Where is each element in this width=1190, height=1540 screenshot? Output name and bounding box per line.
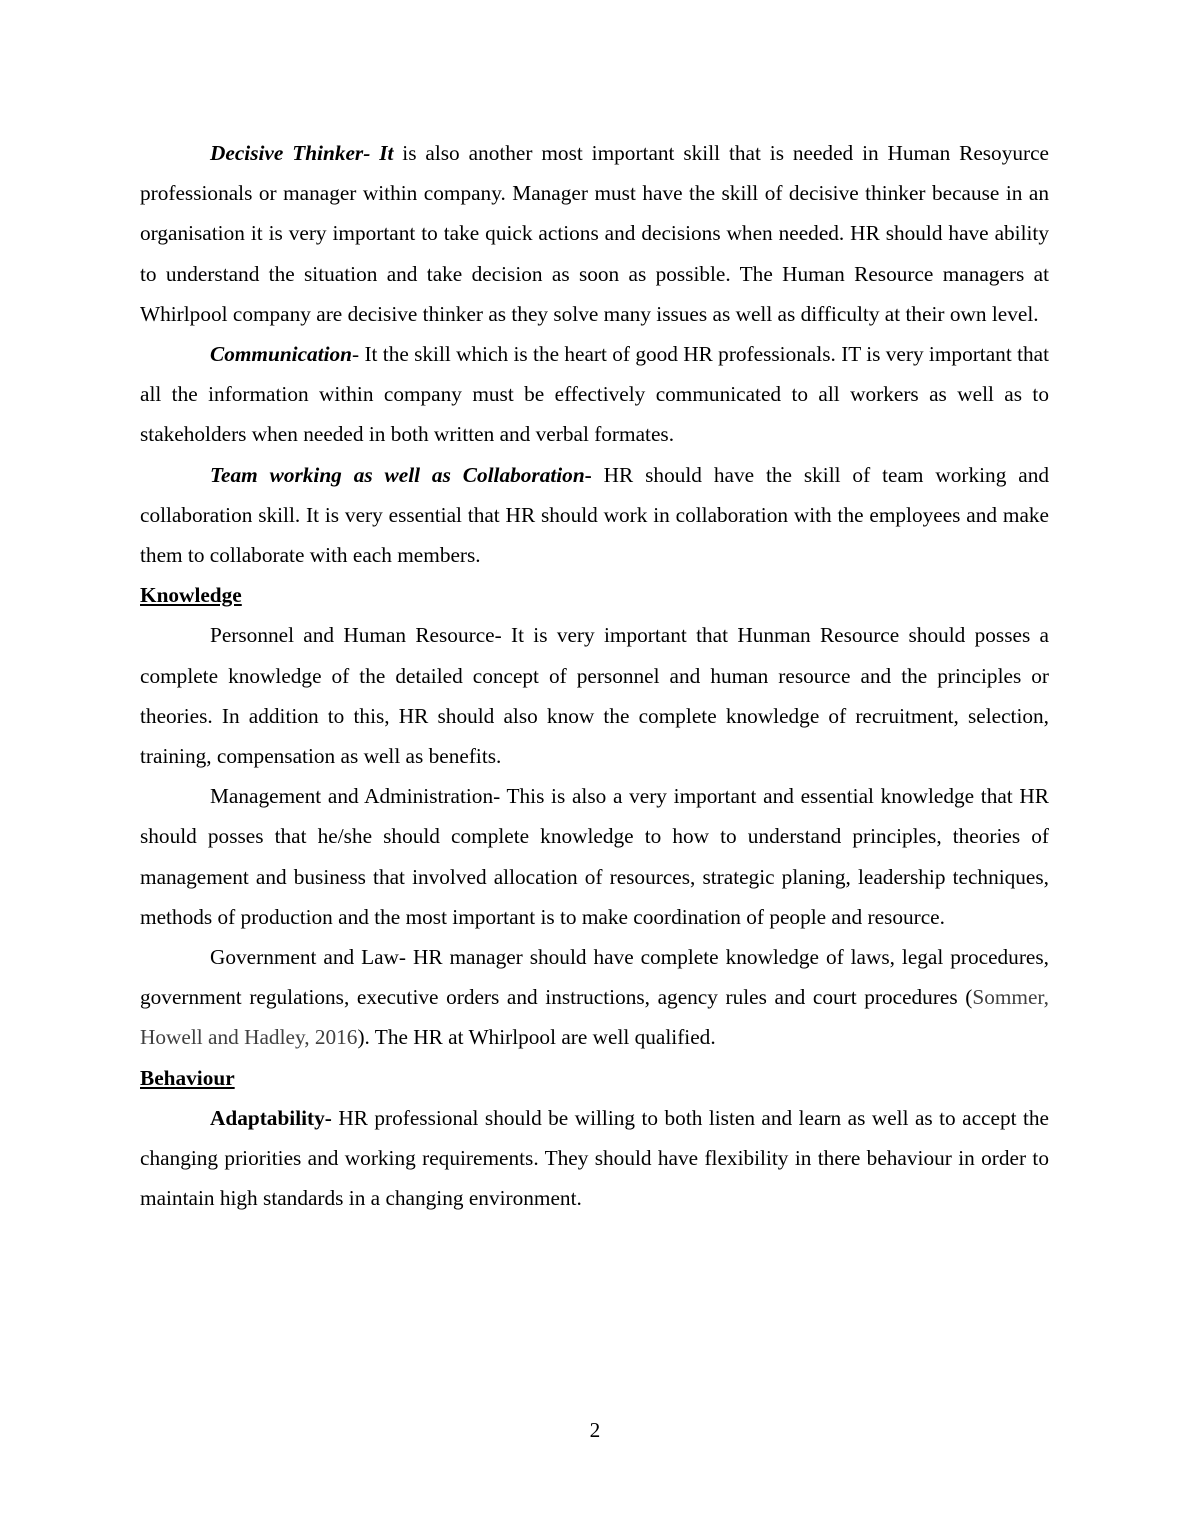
paragraph-management-administration: Management and Administration- This is also a very important and essential knowledge that HR should posses that he/she should complete knowledge to how to understand principles, theories of management and business that involved allocation of resources, strategic planing, leadership techniques, methods of production and the most important is to make coordination of people and resource. <box>140 784 1049 929</box>
paragraph-adaptability <box>140 1098 1049 1219</box>
heading-behaviour: Behaviour <box>140 1065 235 1090</box>
paragraph-personnel-human-resource: Personnel and Human Resource- It is very important that Hunman Resource should posses a complete knowledge of the detailed concept of personnel and human resource and the principles or theories. In addition to this, HR should also know the complete knowledge of recruitment, selection, training, compensation as well as benefits. <box>140 623 1049 769</box>
document-body <box>140 133 1049 1218</box>
citation: Sommer, Howell and Hadley, 2016 <box>140 985 1049 1050</box>
text-team-working: HR should have the skill of team working and collaboration skill. It is very essential that HR should work in collaboration with the employees and make them to collaborate with each members. <box>140 462 1049 568</box>
term-adaptability: Adaptability- <box>210 1105 332 1130</box>
text-government-law-end: ). The HR at Whirlpool are well qualified. <box>357 1025 716 1050</box>
paragraph-communication <box>140 334 1049 455</box>
term-team-working-dash: - <box>584 462 592 487</box>
term-communication: Communication <box>210 342 353 367</box>
text-communication: - It the skill which is the heart of good HR professionals. IT is very important that all the information within company must be effectively communicated to all workers as well as to stakeholders when needed in both written and verbal formates. <box>140 342 1049 447</box>
term-team-working: Team working as well as Collaboration <box>210 462 585 487</box>
heading-knowledge: Knowledge <box>140 583 242 608</box>
paragraph-decisive-thinker <box>140 133 1049 334</box>
text-decisive-thinker: is also another most important skill that is needed in Human Resoyurce professionals or manager within company. Manager must have the skill of decisive thinker because in an organisation it is very important to take quick actions and decisions when needed. HR should have ability to understand the situation and take decision as soon as possible. The Human Resource managers at Whirlpool company are decisive thinker as they solve many issues as well as difficulty at their own level. <box>140 141 1050 326</box>
page-number: 2 <box>589 1418 601 1442</box>
paragraph-team-working <box>140 455 1049 576</box>
text-government-law: Government and Law- HR manager should have complete knowledge of laws, legal procedures, government regulations, executive orders and instructions, agency rules and court procedures ( <box>140 945 1049 1010</box>
paragraph-government-law <box>140 937 1049 1058</box>
text-adaptability: HR professional should be willing to both listen and learn as well as to accept the changing priorities and working requirements. They should have flexibility in there behaviour in order to maintain high standards in a changing environment. <box>140 1105 1049 1211</box>
term-decisive-thinker: Decisive Thinker- It <box>210 141 394 165</box>
